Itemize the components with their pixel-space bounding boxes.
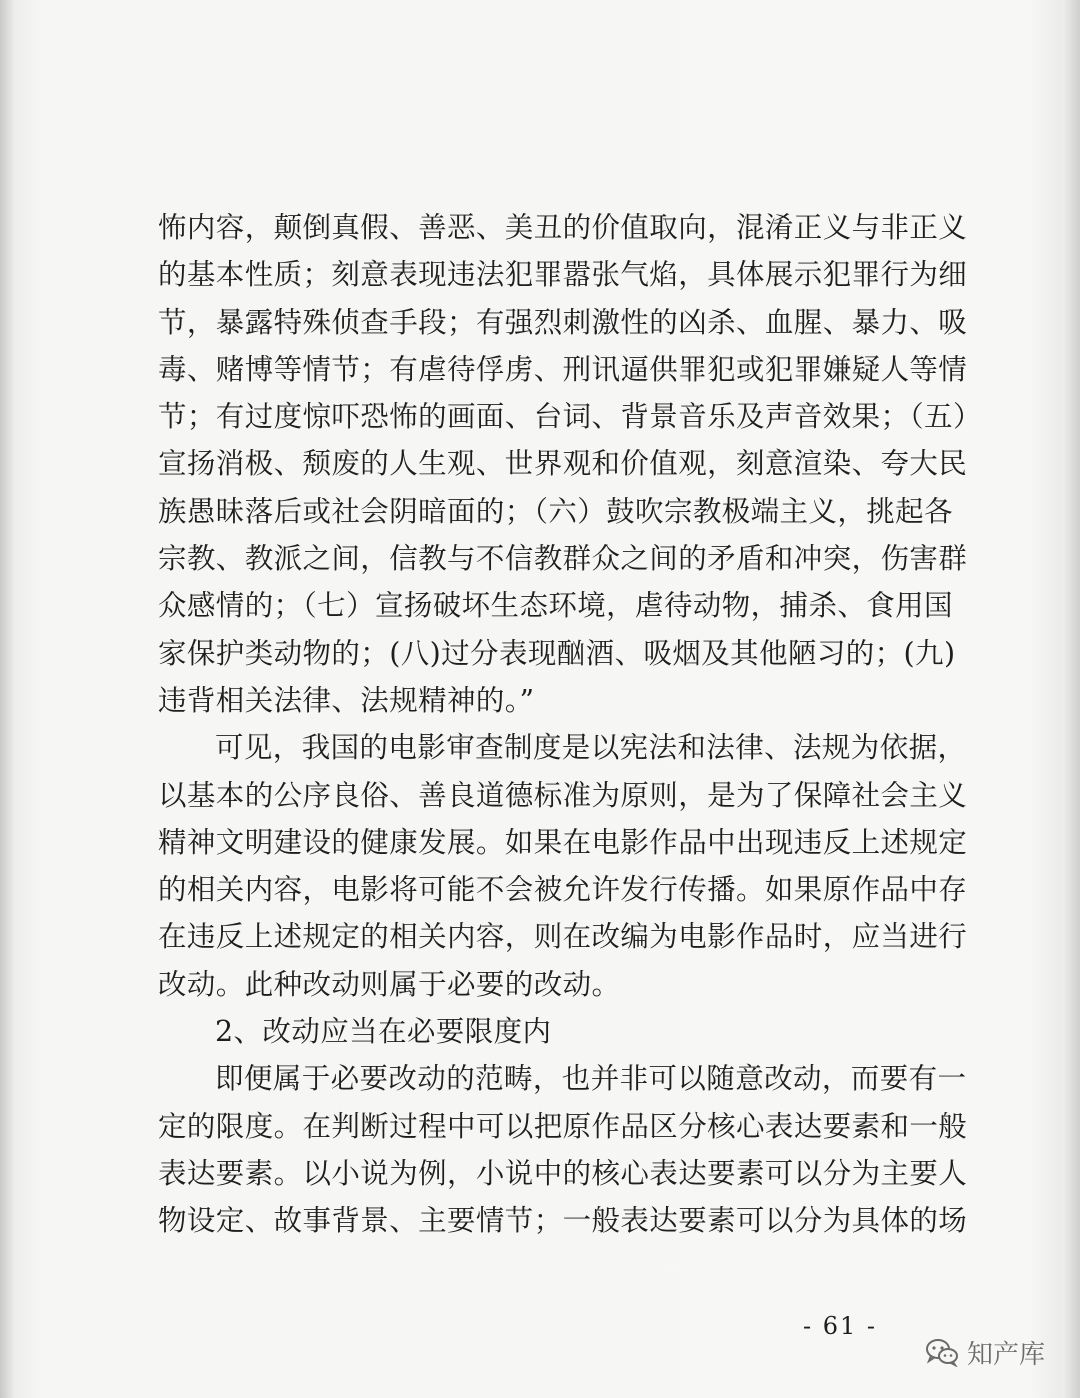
text-line: 宣扬消极、颓废的人生观、世界观和价值观，刻意渲染、夸大民 <box>158 447 968 481</box>
text-line: 宗教、教派之间，信教与不信教群众之间的矛盾和冲突，伤害群 <box>158 542 968 576</box>
text-line: 毒、赌博等情节；有虐待俘虏、刑讯逼供罪犯或犯罪嫌疑人等情 <box>158 352 968 386</box>
page-number: - 61 - <box>802 1312 877 1340</box>
watermark-text: 知产库 <box>967 1339 1046 1370</box>
text-line: 以基本的公序良俗、善良道德标准为原则，是为了保障社会主义 <box>158 778 968 812</box>
text-line: 违背相关法律、法规精神的。” <box>158 683 535 717</box>
text-line: 表达要素。以小说为例，小说中的核心表达要素可以分为主要人 <box>158 1156 968 1190</box>
text-line: 在违反上述规定的相关内容，则在改编为电影作品时，应当进行 <box>158 920 968 954</box>
text-line: 物设定、故事背景、主要情节；一般表达要素可以分为具体的场 <box>158 1204 968 1238</box>
text-line: 节，暴露特殊侦查手段；有强烈刺激性的凶杀、血腥、暴力、吸 <box>158 305 968 339</box>
paragraph-film-review <box>158 724 968 1008</box>
paragraph-limits <box>158 1055 968 1244</box>
body-text <box>158 204 982 1245</box>
text-line: 定的限度。在判断过程中可以把原作品区分核心表达要素和一般 <box>158 1109 968 1143</box>
text-line: 可见，我国的电影审查制度是以宪法和法律、法规为依据， <box>215 731 967 765</box>
text-line: 众感情的；（七）宣扬破坏生态环境，虐待动物，捕杀、食用国 <box>158 589 953 623</box>
text-line: 改动。此种改动则属于必要的改动。 <box>158 967 621 1001</box>
paragraph-continued-quote <box>158 204 982 724</box>
section-heading <box>158 1008 910 1055</box>
scan-edge-left <box>0 0 14 1398</box>
text-line: 的相关内容，电影将可能不会被允许发行传播。如果原作品中存 <box>158 873 968 907</box>
scan-edge-right <box>1062 0 1080 1398</box>
text-line: 精神文明建设的健康发展。如果在电影作品中出现违反上述规定 <box>158 825 968 859</box>
text-line: 怖内容，颠倒真假、善恶、美丑的价值取向，混淆正义与非正义 <box>158 211 968 244</box>
text-line: 节；有过度惊吓恐怖的画面、台词、背景音乐及声音效果；（五） <box>158 400 982 434</box>
text-line: 家保护类动物的；(八)过分表现酗酒、吸烟及其他陋习的；(九) <box>158 636 956 670</box>
text-line: 的基本性质；刻意表现违法犯罪嚣张气焰，具体展示犯罪行为细 <box>158 258 968 292</box>
watermark <box>925 1332 1045 1372</box>
section-heading-text: 2、改动应当在必要限度内 <box>215 1015 552 1049</box>
text-line: 族愚昧落后或社会阴暗面的；（六）鼓吹宗教极端主义，挑起各 <box>158 494 953 528</box>
wechat-icon <box>925 1337 959 1367</box>
text-line: 即便属于必要改动的范畴，也并非可以随意改动，而要有一 <box>215 1062 967 1096</box>
